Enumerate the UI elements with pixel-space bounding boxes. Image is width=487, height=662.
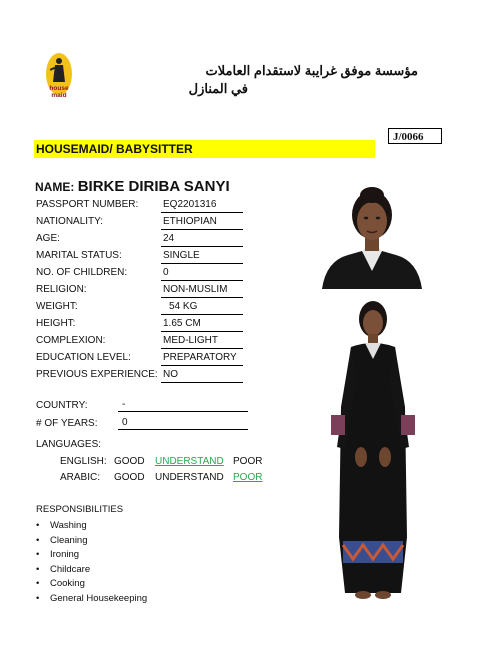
position-banner: HOUSEMAID/ BABYSITTER bbox=[34, 140, 375, 158]
agency-name-arabic-line1: مؤسسة موفق غرايبة لاستقدام العاملات bbox=[205, 63, 418, 78]
responsibilities-title: RESPONSIBILITIES bbox=[36, 504, 124, 515]
arabic-poor-selected: POOR bbox=[233, 472, 263, 483]
candidate-name-row: NAME: BIRKE DIRIBA SANYI bbox=[35, 178, 230, 195]
list-item: • Cleaning bbox=[36, 534, 147, 549]
company-logo bbox=[44, 52, 74, 100]
country-label: COUNTRY: bbox=[36, 400, 88, 411]
english-good: GOOD bbox=[114, 456, 145, 467]
english-poor: POOR bbox=[233, 456, 263, 467]
name-label: NAME bbox=[35, 180, 71, 194]
list-item: • Cooking bbox=[36, 577, 147, 592]
list-item: • Ironing bbox=[36, 548, 147, 563]
svg-text:maid: maid bbox=[51, 92, 67, 99]
languages-title: LANGUAGES: bbox=[36, 439, 102, 450]
responsibilities-list bbox=[36, 519, 147, 606]
agency-name-arabic-line2: في المنازل bbox=[188, 81, 248, 96]
full-body-photo bbox=[323, 297, 423, 604]
list-item: • General Housekeeping bbox=[36, 592, 147, 607]
portrait-photo bbox=[318, 181, 426, 289]
reference-number-box: J/0066 bbox=[388, 128, 442, 144]
candidate-name: BIRKE DIRIBA SANYI bbox=[77, 178, 230, 195]
arabic-understand: UNDERSTAND bbox=[155, 472, 224, 483]
list-item: • Washing bbox=[36, 519, 147, 534]
arabic-good: GOOD bbox=[114, 472, 145, 483]
svg-text:house: house bbox=[49, 85, 69, 92]
years-value: 0 bbox=[118, 416, 248, 430]
years-label: # OF YEARS: bbox=[36, 418, 98, 429]
english-understand-selected: UNDERSTAND bbox=[155, 456, 224, 467]
country-value: - bbox=[118, 398, 248, 412]
list-item: • Childcare bbox=[36, 563, 147, 578]
